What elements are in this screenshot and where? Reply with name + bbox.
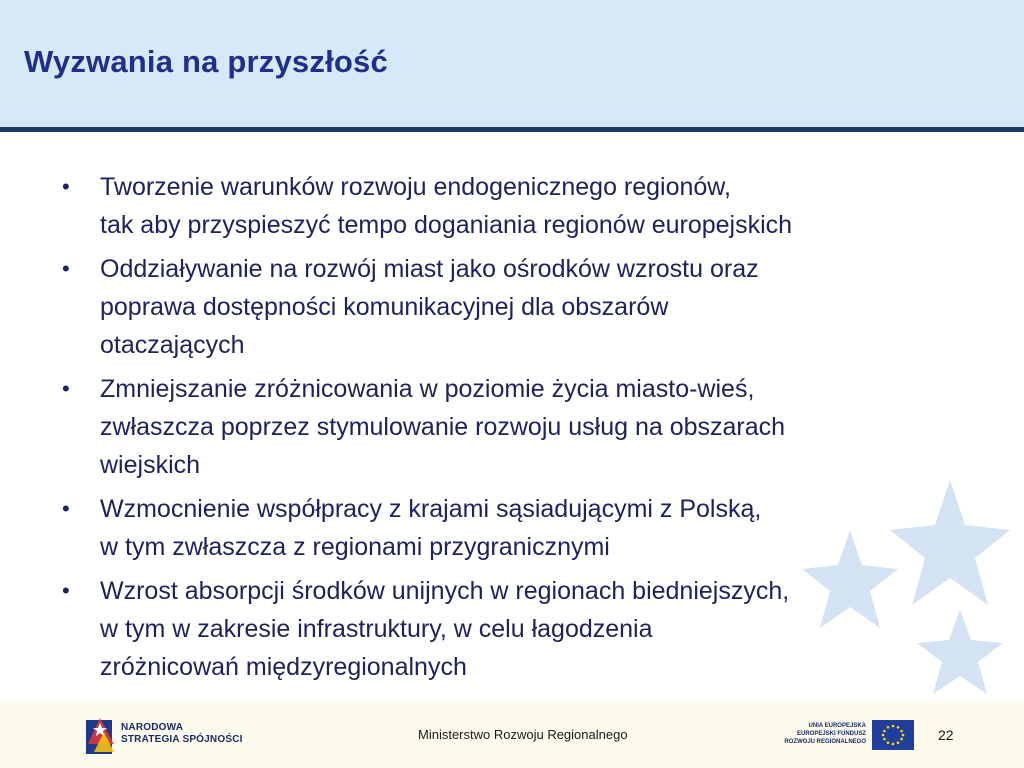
ministry-name: Ministerstwo Rozwoju Regionalnego xyxy=(418,727,628,742)
nss-logo-icon xyxy=(84,714,118,756)
nss-logo-line: NARODOWA xyxy=(121,722,184,733)
bullet-item xyxy=(60,572,980,686)
slide-title: Wyzwania na przyszłość xyxy=(24,44,388,79)
bullet-item xyxy=(60,250,980,364)
bullet-line: Zmniejszanie zróżnicowania w poziomie życia miasto-wieś, xyxy=(100,375,755,403)
page-number: 22 xyxy=(938,727,954,743)
bullet-line: w tym w zakresie infrastruktury, w celu łagodzenia xyxy=(100,615,653,643)
bullet-marker: • xyxy=(62,578,70,603)
bullet-item xyxy=(60,490,980,566)
bullet-line: Wzmocnienie współpracy z krajami sąsiadującymi z Polską, xyxy=(100,495,762,523)
bullet-marker: • xyxy=(62,256,70,281)
bullet-line: otaczających xyxy=(100,331,245,359)
header-divider xyxy=(0,127,1024,132)
bullet-marker: • xyxy=(62,376,70,401)
bullet-line: zróżnicowań międzyregionalnych xyxy=(100,653,467,681)
bullet-line: wiejskich xyxy=(100,451,201,479)
bullet-line: tak aby przyspieszyć tempo doganiania regionów europejskich xyxy=(100,211,793,239)
bullet-marker: • xyxy=(62,174,70,199)
eu-fund-text xyxy=(770,722,866,746)
bullet-line: Tworzenie warunków rozwoju endogenicznego regionów, xyxy=(100,173,731,201)
nss-logo-text xyxy=(121,722,243,746)
eu-fund-line: ROZWOJU REGIONALNEGO xyxy=(784,739,866,745)
bullet-marker: • xyxy=(62,496,70,521)
eu-fund-line: EUROPEJSKI FUNDUSZ xyxy=(796,731,866,737)
eu-fund-line: UNIA EUROPEJSKA xyxy=(808,723,866,729)
bullet-line: w tym zwłaszcza z regionami przygranicznymi xyxy=(100,533,610,561)
eu-flag-icon xyxy=(872,720,914,750)
nss-logo-line: STRATEGIA SPÓJNOŚCI xyxy=(121,734,243,745)
bullet-item xyxy=(60,370,980,484)
bullet-line: zwłaszcza poprzez stymulowanie rozwoju usług na obszarach xyxy=(100,413,786,441)
bullet-line: Oddziaływanie na rozwój miast jako ośrodków wzrostu oraz xyxy=(100,255,759,283)
bullet-item xyxy=(60,168,980,244)
bullet-line: Wzrost absorpcji środków unijnych w regionach biedniejszych, xyxy=(100,577,790,605)
bullet-list xyxy=(60,168,980,692)
bullet-line: poprawa dostępności komunikacyjnej dla obszarów xyxy=(100,293,669,321)
